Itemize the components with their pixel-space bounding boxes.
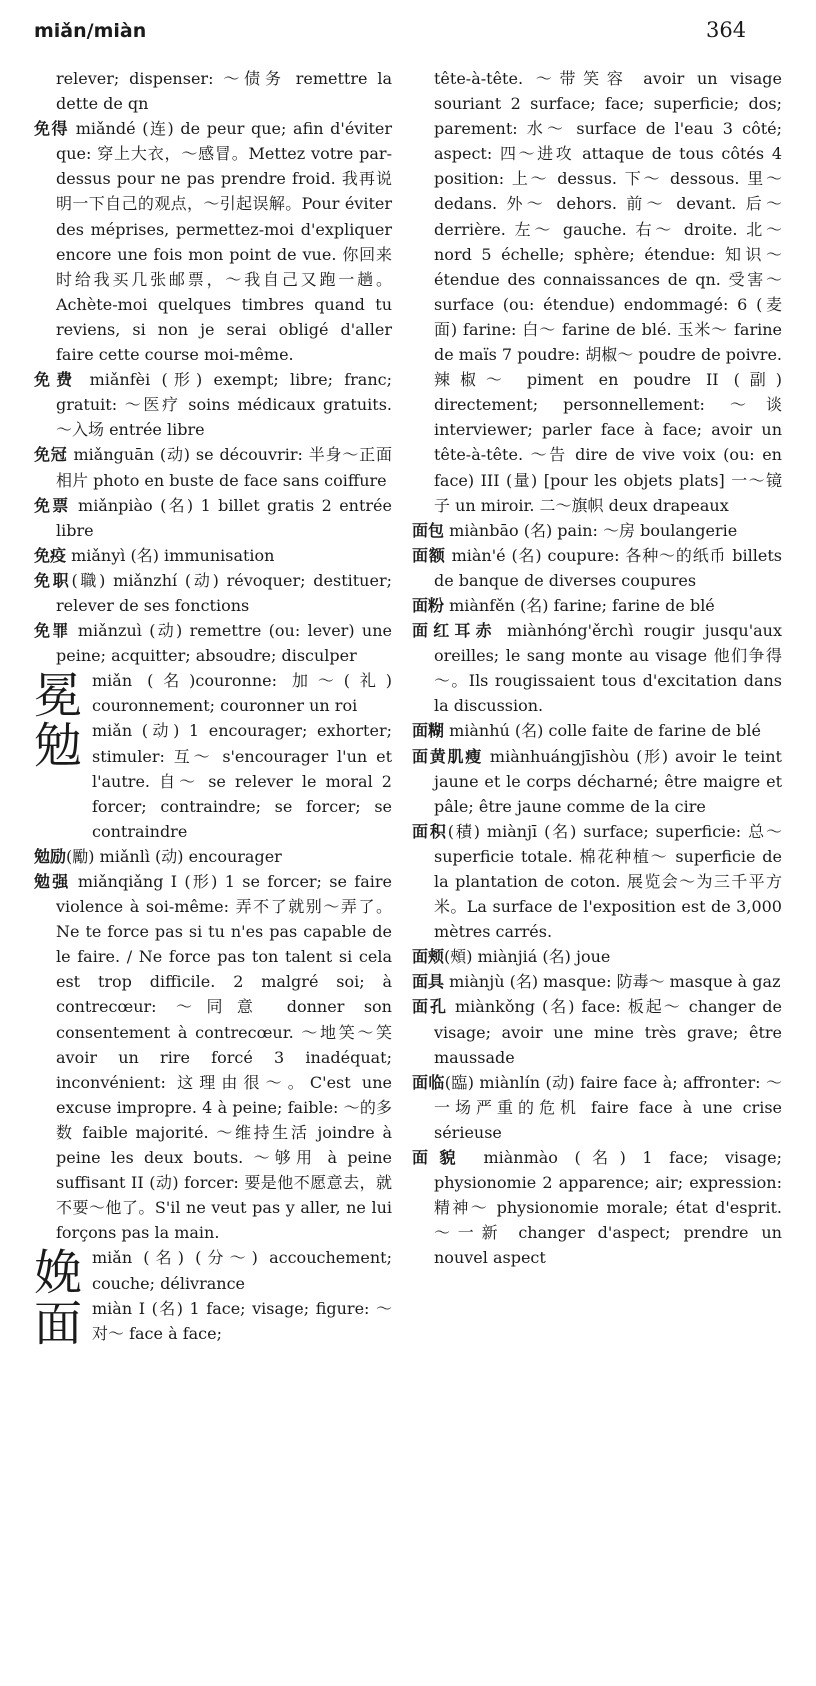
headword: 面颊	[412, 947, 445, 967]
definition: miàn I (名) 1 face; visage; figure: ～对～ face à face;	[92, 1298, 392, 1343]
entry-mianbao	[412, 518, 782, 543]
entry-mianguan	[34, 442, 392, 492]
headword: 勉强	[34, 872, 71, 891]
headword: 免费	[34, 370, 79, 390]
entry-mianju	[412, 969, 782, 994]
page-number: 364	[706, 18, 747, 42]
entry-mianhuangjishou	[412, 744, 782, 819]
definition: miànhuángjīshòu (形) avoir le teint jaune et le corps décharné; être maigre et pâle; être jaune comme de la cire	[434, 746, 782, 816]
definition: (積) miànjī (名) surface; superficie: 总～ superficie totale. 棉花种植～ superficie de la plantation de coton. 展览会～为三千平方米。La surface de l'exposition est de 3,000 mètres carrés.	[434, 821, 782, 942]
headword: 免罪	[34, 621, 71, 641]
definition: (勵) miǎnlì (动) encourager	[66, 846, 282, 866]
char-entry-mian-encourage	[34, 718, 392, 843]
definition: (頰) miànjiá (名) joue	[444, 947, 611, 967]
large-character: 面	[34, 1295, 83, 1352]
headword: 免疫	[34, 545, 67, 565]
entry-mianzhi	[34, 568, 392, 618]
definition: miǎnzuì (动) remettre (ou: lever) une peine; acquitter; absoudre; disculper	[56, 621, 392, 666]
definition: miǎn (名) (分～) accouchement; couche; délivrance	[92, 1248, 392, 1293]
definition: miǎndé (连) de peur que; afin d'éviter que: 穿上大衣，～感冒。Mettez votre par-dessus pour ne pas prendre froid. 我再说明一下自己的观点，～引起误解。Pour éviter des méprises, permettez-moi d'expliquer encore une fois mon point de vue. 你回来时给我买几张邮票，～我自己又跑一趟。Achète-moi quelques timbres quand tu reviens, si non je serai obligé d'aller faire cette course moi-même.	[56, 119, 392, 365]
definition: miǎn (动) 1 encourager; exhorter; stimuler: 互～ s'encourager l'un et l'autre. 自～ se relever le moral 2 forcer; contraindre; se forcer; se contraindre	[92, 721, 392, 841]
headword: 面临	[412, 1072, 445, 1092]
headword: 免得	[34, 119, 70, 139]
headword: 面糊	[412, 721, 445, 741]
entry-mianqiang	[34, 869, 392, 1245]
entry-mianli	[34, 844, 392, 869]
char-entry-mian-crown	[34, 668, 392, 725]
definition: miànbāo (名) pain: ～房 boulangerie	[444, 520, 738, 540]
definition: miànfěn (名) farine; farine de blé	[444, 595, 715, 615]
definition: miànhóng'ěrchì rougir jusqu'aux oreilles; le sang monte au visage 他们争得～。Ils rougissaient tous d'excitation dans la discussion.	[434, 621, 782, 716]
entry-miande	[34, 116, 392, 367]
entry-mianhu	[412, 718, 782, 743]
entry-mianfen	[412, 593, 782, 618]
definition: (臨) miànlín (动) faire face à; affronter: ～一场严重的危机 faire face à une crise sérieuse	[434, 1072, 782, 1142]
definition: miǎnguān (动) se découvrir: 半身～正面相片 photo en buste de face sans coiffure	[56, 445, 392, 490]
entry-mianyi	[34, 543, 392, 568]
headword: 免冠	[34, 445, 68, 465]
entry-mianhongerchi	[412, 618, 782, 718]
char-entry-mian-childbirth	[34, 1245, 392, 1302]
entry-mianmao	[412, 1145, 782, 1270]
continued-entry: relever; dispenser: ～债务 remettre la dette de qn	[56, 69, 392, 114]
headword: 面具	[412, 972, 445, 992]
headword: 面包	[412, 520, 445, 540]
headword: 面孔	[412, 997, 448, 1017]
entry-mianjia	[412, 944, 782, 969]
entry-mianfei	[34, 367, 392, 442]
entry-mianji	[412, 819, 782, 944]
definition: miǎnyì (名) immunisation	[66, 545, 275, 565]
definition: miǎnpiào (名) 1 billet gratis 2 entrée libre	[56, 495, 392, 540]
definition: miànjù (名) masque: 防毒～ masque à gaz	[444, 972, 781, 992]
definition: miǎn (名)couronne: 加～(礼) couronnement; couronner un roi	[92, 671, 392, 716]
entry-mianpiao	[34, 493, 392, 543]
headword: 面貌	[412, 1148, 467, 1168]
headword: 面额	[412, 545, 446, 565]
running-header-pinyin: miǎn/miàn	[34, 20, 147, 42]
entry-mianlin	[412, 1070, 782, 1145]
definition: (職) miǎnzhí (动) révoquer; destituer; relever de ses fonctions	[56, 570, 392, 615]
left-column	[34, 66, 392, 1352]
right-column	[412, 66, 782, 1271]
headword: 免票	[34, 495, 71, 515]
char-entry-mian-face	[34, 1295, 392, 1352]
definition: miǎnfèi (形) exempt; libre; franc; gratuit: ～医疗 soins médicaux gratuits. ～入场 entrée libre	[56, 370, 392, 440]
definition: miǎnqiǎng I (形) 1 se forcer; se faire violence à soi-même: 弄不了就别～弄了。Ne te force pas si tu n'es pas capable de le faire. / Ne force pas ton talent si cela est trop difficile. 2 malgré soi; à contrecœur: ～同意 donner son consentement à contrecœur. ～地笑～笑 avoir un rire forcé 3 inadéquat; inconvénient: 这理由很～。C'est une excuse impropre. 4 à peine; faible: ～的多数 faible majorité. ～维持生活 joindre à peine les deux bouts. ～够用 à peine suffisant II (动) forcer: 要是他不愿意去，就不要～他了。S'il ne veut pas y aller, ne lui forçons pas la main.	[56, 872, 392, 1243]
large-character: 冕	[34, 668, 83, 725]
continued-entry: tête-à-tête. ～带笑容 avoir un visage souriant 2 surface; face; superficie; dos; parement: 水～ surface de l'eau 3 côté; aspect: 四～进攻 attaque de tous côtés 4 position: 上～ dessus. 下～ dessous. 里～ dedans. 外～ dehors. 前～ devant. 后～ derrière. 左～ gauche. 右～ droite. 北～ nord 5 échelle; sphère; étendue: 知识～ étendue des connaissances de qn. 受害～ surface (ou: étendue) endommagé: 6 (麦面) farine: 白～ farine de blé. 玉米～ farine de maïs 7 poudre: 胡椒～ poudre de poivre. 辣椒～ piment en poudre II (副) directement; personnellement: ～谈 interviewer; parler face à face; avoir un tête-à-tête. ～告 dire de vive voix (ou: en face) III (量) [pour les objets plats] 一～镜子 un miroir. 二～旗帜 deux drapeaux	[434, 69, 782, 515]
definition: miàn'é (名) coupure: 各种～的纸币 billets de banque de diverses coupures	[434, 545, 782, 590]
headword: 面红耳赤	[412, 621, 497, 641]
entry-miane	[412, 543, 782, 593]
definition: miànkǒng (名) face: 板起～ changer de visage; avoir une mine très grave; être maussade	[434, 997, 782, 1067]
entry-miankong	[412, 994, 782, 1069]
headword: 面粉	[412, 595, 445, 615]
headword: 面黄肌瘦	[412, 746, 484, 766]
headword: 勉励	[34, 846, 67, 866]
headword: 面积	[412, 821, 448, 841]
large-character: 娩	[34, 1245, 83, 1302]
definition: miànmào (名) 1 face; visage; physionomie 2 apparence; air; expression: 精神～ physionomie morale; état d'esprit. ～一新 changer d'aspect; prendre un nouvel aspect	[434, 1148, 782, 1268]
entry-mianzui	[34, 618, 392, 668]
definition: miànhú (名) colle faite de farine de blé	[444, 721, 761, 741]
large-character: 勉	[34, 718, 83, 775]
headword: 免职	[34, 570, 72, 590]
